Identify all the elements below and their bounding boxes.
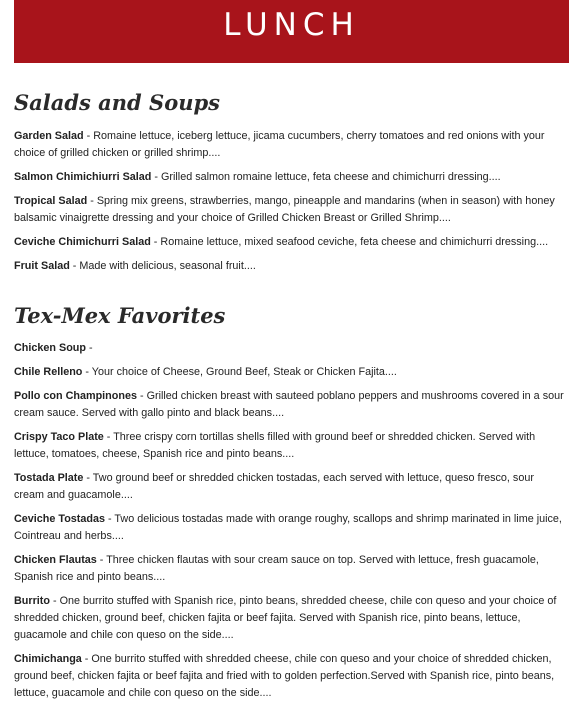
menu-item (14, 593, 566, 644)
page-title: LUNCH (223, 7, 360, 44)
section-title-tex-mex-favorites: Tex-Mex Favorites (14, 303, 226, 328)
menu-item (14, 234, 566, 251)
lunch-banner (14, 0, 569, 63)
menu-item-name: Pollo con Champinones (14, 390, 137, 402)
menu-item-desc: - Two ground beef or shredded chicken tostadas, each served with lettuce, queso fresco, sour cream and guacamole.... (14, 472, 534, 501)
menu-item (14, 429, 566, 463)
menu-item (14, 388, 566, 422)
menu-item-desc: - Romaine lettuce, iceberg lettuce, jicama cucumbers, cherry tomatoes and red onions with your choice of grilled chicken or grilled shrimp.... (14, 130, 545, 159)
menu-item-name: Fruit Salad (14, 260, 70, 272)
section-title-salads-and-soups: Salads and Soups (14, 90, 220, 115)
menu-item-name: Salmon Chimichiurri Salad (14, 171, 152, 183)
menu-item-desc: - One burrito stuffed with shredded cheese, chile con queso and your choice of shredded chicken, ground beef, chicken fajita or beef fajita and fried with to golden perfection.Served with Spanish rice, pinto beans, lettuce, guacamole and chile con queso on the side.... (14, 653, 555, 699)
menu-item-name: Crispy Taco Plate (14, 431, 104, 443)
menu-item-name: Tropical Salad (14, 195, 88, 207)
menu-item (14, 169, 566, 186)
menu-item-desc: - One burrito stuffed with Spanish rice, pinto beans, shredded cheese, chile con queso and your choice of shredded chicken, ground beef, chicken fajita or beef fajita. Served with Spanish rice, pinto beans, lettuce, guacamole and chile con queso on the side.... (14, 595, 557, 641)
menu-item (14, 364, 566, 381)
menu-item-name: Ceviche Chimichurri Salad (14, 236, 151, 248)
menu-item-name: Ceviche Tostadas (14, 513, 106, 525)
menu-item-desc: - Grilled chicken breast with sauteed poblano peppers and mushrooms covered in a sour cream sauce. Served with gallo pinto and black beans.... (14, 390, 564, 419)
menu-item-name: Burrito (14, 595, 50, 607)
menu-item-desc: - Romaine lettuce, mixed seafood ceviche, feta cheese and chimichurri dressing.... (150, 236, 549, 248)
menu-item-desc: - Spring mix greens, strawberries, mango, pineapple and mandarins (when in season) with honey balsamic vinaigrette dressing and your choice of Grilled Chicken Breast or Grilled Shrimp.... (14, 195, 555, 224)
menu-item (14, 258, 566, 275)
menu-item-desc: - Two delicious tostadas made with orange roughy, scallops and shrimp marinated in lime juice, Cointreau and herbs.... (14, 513, 562, 542)
menu-item-name: Chimichanga (14, 653, 82, 665)
section-items-tex-mex-favorites (14, 340, 566, 709)
menu-item (14, 340, 566, 357)
menu-item-name: Chile Relleno (14, 366, 83, 378)
menu-item-desc: - Made with delicious, seasonal fruit.... (69, 260, 256, 272)
menu-item (14, 470, 566, 504)
menu-item (14, 128, 566, 162)
menu-item-name: Tostada Plate (14, 472, 84, 484)
menu-item-name: Chicken Flautas (14, 554, 97, 566)
menu-item-desc: - Your choice of Cheese, Ground Beef, Steak or Chicken Fajita.... (82, 366, 397, 378)
menu-item (14, 552, 566, 586)
menu-item-desc: - Three chicken flautas with sour cream sauce on top. Served with lettuce, fresh guacamole, Spanish rice and pinto beans.... (14, 554, 539, 583)
menu-item-name: Garden Salad (14, 130, 84, 142)
menu-item-desc: - (86, 342, 93, 354)
menu-item-name: Chicken Soup (14, 342, 86, 354)
menu-item-desc: - Three crispy corn tortillas shells filled with ground beef or shredded chicken. Served with lettuce, tomatoes, cheese, Spanish rice and pinto beans.... (14, 431, 536, 460)
menu-item-desc: - Grilled salmon romaine lettuce, feta cheese and chimichurri dressing.... (151, 171, 501, 183)
section-items-salads-and-soups (14, 128, 566, 282)
menu-item (14, 651, 566, 702)
menu-item (14, 193, 566, 227)
menu-item (14, 511, 566, 545)
